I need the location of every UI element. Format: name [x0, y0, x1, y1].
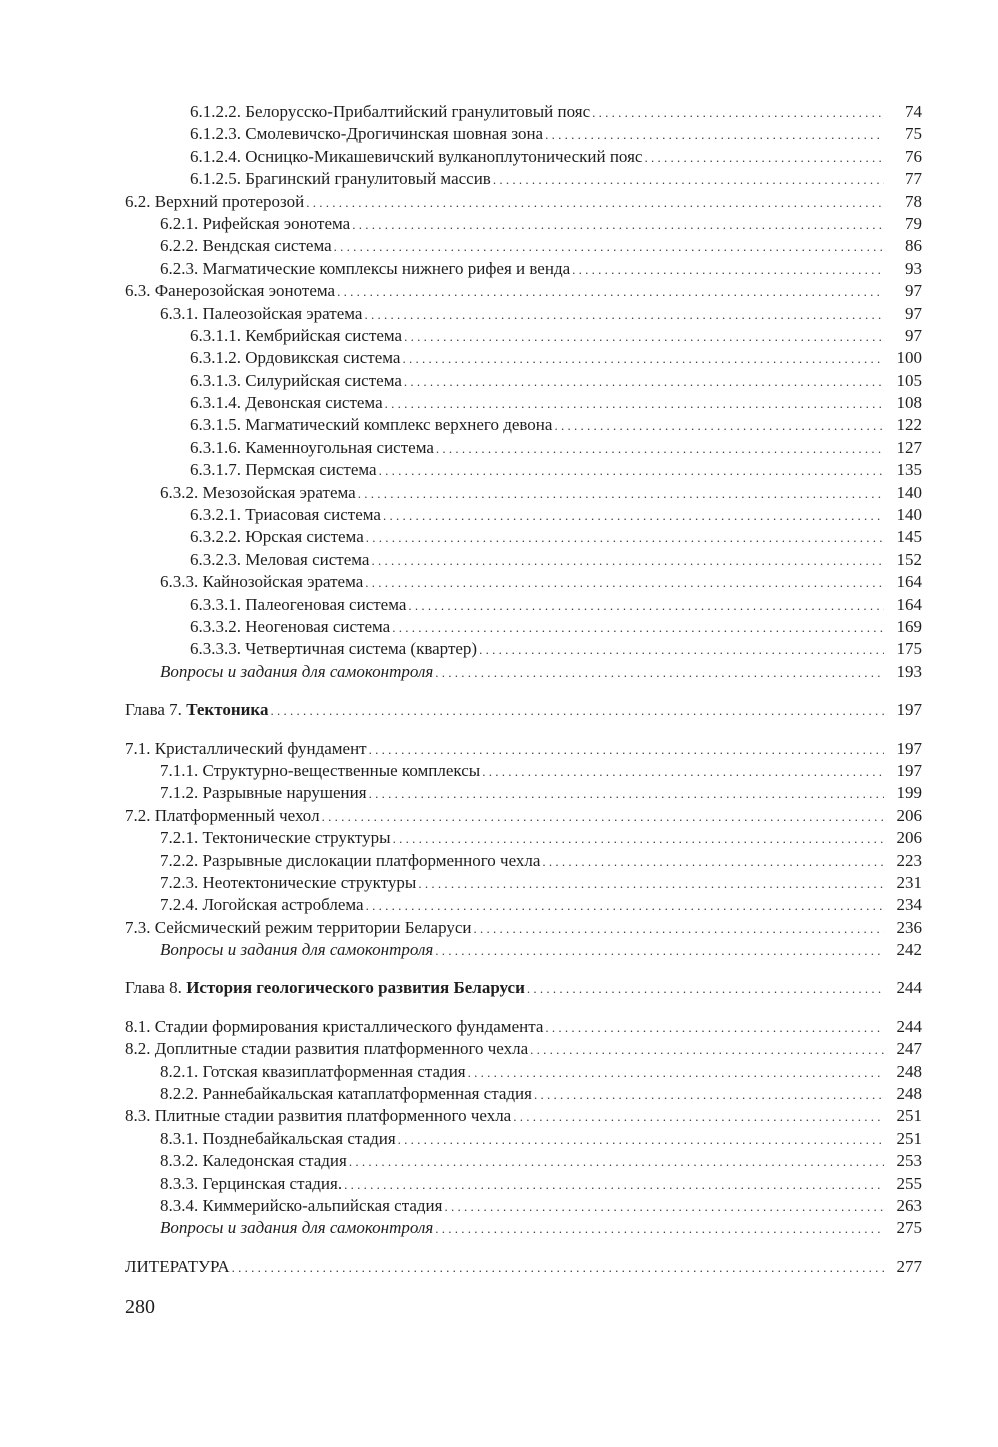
- toc-entry-number: 6.1.2.5.: [190, 169, 241, 189]
- toc-entry: [125, 782, 922, 804]
- dot-leader: [644, 147, 884, 169]
- toc-entry-title: [160, 850, 540, 872]
- toc-entry-heading: Девонская система: [245, 393, 383, 413]
- toc-entry: [125, 549, 922, 571]
- toc-entry-heading: История геологического развития Беларуси: [186, 978, 525, 998]
- toc-entry-heading: Платформенный чехол: [154, 805, 320, 825]
- toc-entry: [125, 738, 922, 760]
- toc-entry: [125, 594, 922, 616]
- toc-entry: [125, 1128, 922, 1150]
- toc-entry-title: [160, 235, 332, 257]
- toc-entry-page: 105: [896, 370, 922, 390]
- dot-leader: [366, 895, 884, 917]
- dot-leader: [592, 102, 884, 124]
- toc-entry: [125, 571, 922, 593]
- toc-entry: [125, 168, 922, 190]
- toc-entry: [125, 504, 922, 526]
- toc-entry-title: [160, 872, 416, 894]
- toc-entry-number: Глава 8.: [125, 978, 182, 998]
- toc-entry-page: 251: [896, 1128, 922, 1148]
- toc-entry-page: 253: [896, 1151, 922, 1171]
- toc-entry-heading: Тектоника: [186, 700, 269, 720]
- toc-entry-page: 164: [896, 594, 922, 614]
- toc-entry-number: 8.2.2.: [160, 1084, 199, 1104]
- toc-entry-page: 275: [896, 1218, 922, 1238]
- toc-entry-title: [160, 1150, 347, 1172]
- toc-entry-heading: Белорусско-Прибалтийский гранулитовый пояс: [245, 102, 591, 121]
- toc-entry-title: [190, 347, 400, 369]
- toc-entry-page: 135: [896, 460, 922, 480]
- dot-leader: [572, 259, 884, 281]
- toc-entry-heading: Магматические комплексы нижнего рифея и венда: [202, 258, 571, 278]
- toc-entry: [125, 805, 922, 827]
- toc-entry: [125, 482, 922, 504]
- toc-entry-page: 169: [896, 616, 922, 636]
- toc-entry-number: 6.3.2.1.: [190, 505, 241, 525]
- toc-entry-number: 6.2.3.: [160, 258, 199, 278]
- toc-entry-title: [125, 1105, 511, 1127]
- toc-entry: [125, 123, 922, 145]
- toc-entry-title: [190, 325, 402, 347]
- toc-entry-heading: Триасовая система: [245, 505, 381, 525]
- toc-entry: [125, 303, 922, 325]
- toc-entry-page: 164: [896, 572, 922, 592]
- toc-entry-page: 231: [896, 872, 922, 892]
- toc-entry-number: 6.3.1.2.: [190, 348, 241, 368]
- toc-entry-number: 7.2.4.: [160, 895, 199, 915]
- toc-entry-number: 6.3.1.6.: [190, 437, 241, 457]
- dot-leader: [385, 393, 884, 415]
- dot-leader: [468, 1062, 884, 1084]
- toc-entry: [125, 939, 922, 961]
- toc-entry-page: 79: [905, 213, 922, 233]
- dot-leader: [418, 873, 884, 895]
- toc-entry: [125, 1195, 922, 1217]
- toc-entry-number: 6.1.2.4.: [190, 146, 241, 166]
- toc-entry-number: 6.3.2.: [160, 482, 199, 502]
- toc-entry: [125, 101, 922, 123]
- toc-entry-number: 7.3.: [125, 917, 151, 937]
- toc-entry-page: 140: [896, 505, 922, 525]
- toc-entry-number: 7.1.2.: [160, 783, 199, 803]
- toc-entry-heading: Вопросы и задания для самоконтроля: [160, 661, 434, 681]
- toc-entry-number: 8.3.3.: [160, 1173, 199, 1193]
- dot-leader: [369, 739, 884, 761]
- toc-entry-heading: Верхний протерозой: [154, 191, 305, 211]
- toc-entry-number: 7.2.3.: [160, 872, 199, 892]
- toc-entry: [125, 1038, 922, 1060]
- toc-entry-page: 97: [905, 303, 922, 323]
- toc-entry: [125, 213, 922, 235]
- toc-entry-number: 6.3.1.3.: [190, 370, 241, 390]
- toc-entry-title: [190, 101, 590, 123]
- toc-entry-title: [125, 805, 320, 827]
- toc-entry: [125, 638, 922, 660]
- toc-entry-title: [160, 1128, 396, 1150]
- toc-entry-page: 127: [896, 437, 922, 457]
- dot-leader: [366, 527, 884, 549]
- toc-entry-page: 74: [905, 102, 922, 121]
- toc-entry: [125, 459, 922, 481]
- toc-entry-heading: Доплитные стадии развития платформенного чехла: [154, 1039, 529, 1059]
- toc-entry-page: 97: [905, 281, 922, 301]
- toc-entry: [125, 872, 922, 894]
- toc-entry-title: [160, 303, 362, 325]
- toc-entry-page: 197: [896, 760, 922, 780]
- toc-entry-heading: Кристаллический фундамент: [154, 738, 367, 758]
- toc-entry-heading: Разрывные нарушения: [202, 783, 367, 803]
- toc-entry-title: [125, 1256, 230, 1278]
- toc-entry: [125, 191, 922, 213]
- toc-entry-title: [190, 549, 369, 571]
- dot-leader: [404, 371, 884, 393]
- toc-entry-heading: Смолевичско-Дрогичинская шовная зона: [245, 124, 544, 144]
- toc-entry-heading: Ордовикская система: [245, 348, 401, 368]
- toc-entry-page: 93: [905, 258, 922, 278]
- toc-entry-title: [125, 738, 367, 760]
- toc-entry-page: 86: [905, 236, 922, 256]
- toc-entry-heading: Позднебайкальская стадия: [202, 1128, 396, 1148]
- toc-entry-title: [190, 414, 552, 436]
- toc-entry-heading: Фанерозойская эонотема: [154, 281, 336, 301]
- toc-entry-page: 75: [905, 124, 922, 144]
- dot-leader: [530, 1039, 884, 1061]
- page-number: 280: [125, 1296, 155, 1318]
- dot-leader: [545, 1017, 884, 1039]
- toc-entry: [125, 1256, 922, 1278]
- toc-entry-page: 122: [896, 415, 922, 435]
- toc-entry: [125, 392, 922, 414]
- toc-entry: [125, 526, 922, 548]
- dot-leader: [542, 851, 884, 873]
- dot-leader: [435, 940, 884, 962]
- toc-entry-title: [125, 1038, 528, 1060]
- toc-entry-title: [125, 1016, 543, 1038]
- dot-leader: [436, 438, 884, 460]
- toc-entry-heading: Силурийская система: [245, 370, 402, 390]
- dot-leader: [435, 1218, 884, 1240]
- toc-entry: [125, 917, 922, 939]
- toc-entry-heading: Киммерийско-альпийская стадия: [202, 1195, 443, 1215]
- toc-entry-heading: Готская квазиплатформенная стадия: [202, 1061, 466, 1081]
- toc-entry: [125, 1150, 922, 1172]
- toc-entry-heading: Сейсмический режим территории Беларуси: [154, 917, 472, 937]
- dot-leader: [364, 304, 884, 326]
- toc-entry-number: 6.3.3.3.: [190, 639, 241, 659]
- toc-entry: [125, 850, 922, 872]
- toc-entry-number: 8.2.1.: [160, 1061, 199, 1081]
- toc-entry-page: 199: [896, 783, 922, 803]
- toc-entry-title: [125, 977, 525, 999]
- dot-leader: [402, 348, 884, 370]
- toc-entry-heading: Стадии формирования кристаллического фундамента: [154, 1016, 544, 1036]
- toc-entry-title: [190, 638, 477, 660]
- toc-entry-heading: Палеозойская эратема: [202, 303, 363, 323]
- toc-entry-title: [160, 482, 356, 504]
- toc-entry-page: 277: [896, 1256, 922, 1276]
- toc-entry-heading: Неотектонические структуры: [202, 872, 417, 892]
- table-of-contents: [125, 101, 922, 1278]
- toc-entry-heading: Разрывные дислокации платформенного чехла: [202, 850, 541, 870]
- dot-leader: [393, 828, 884, 850]
- dot-leader: [337, 281, 884, 303]
- toc-entry-heading: Магматический комплекс верхнего девона: [245, 415, 553, 435]
- toc-entry-page: 97: [905, 325, 922, 345]
- toc-entry-page: 248: [896, 1061, 922, 1081]
- toc-entry-number: 8.2.: [125, 1039, 151, 1059]
- toc-entry-title: [160, 827, 391, 849]
- toc-entry: [125, 661, 922, 683]
- toc-entry-title: [190, 392, 383, 414]
- toc-entry-page: 152: [896, 549, 922, 569]
- toc-entry: [125, 1173, 922, 1195]
- dot-leader: [352, 214, 884, 236]
- toc-entry-title: [160, 661, 433, 683]
- toc-entry-title: [160, 894, 364, 916]
- toc-entry-page: 248: [896, 1084, 922, 1104]
- toc-entry-title: [160, 939, 433, 961]
- toc-entry-title: [190, 526, 364, 548]
- toc-entry-number: 7.1.1.: [160, 760, 199, 780]
- toc-entry-heading: Кайнозойская эратема: [202, 572, 364, 592]
- toc-entry: [125, 325, 922, 347]
- toc-entry-page: 197: [896, 700, 922, 720]
- dot-leader: [306, 192, 884, 214]
- dot-leader: [404, 326, 884, 348]
- toc-entry-title: [125, 280, 335, 302]
- toc-entry-page: 255: [896, 1173, 922, 1193]
- toc-entry-heading: Вопросы и задания для самоконтроля: [160, 940, 434, 960]
- toc-entry-title: [160, 1217, 433, 1239]
- toc-entry-heading: Юрская система: [245, 527, 364, 547]
- dot-leader: [383, 505, 884, 527]
- toc-entry-number: 8.3.1.: [160, 1128, 199, 1148]
- toc-entry: [125, 1217, 922, 1239]
- toc-entry-title: [160, 1173, 342, 1195]
- toc-entry-page: 251: [896, 1106, 922, 1126]
- toc-entry-heading: Рифейская эонотема: [202, 213, 351, 233]
- toc-entry: [125, 370, 922, 392]
- toc-entry-title: [190, 504, 381, 526]
- toc-entry: [125, 1083, 922, 1105]
- toc-entry-title: [190, 146, 642, 168]
- toc-entry-number: 6.3.: [125, 281, 151, 301]
- toc-entry-page: 244: [896, 1016, 922, 1036]
- toc-entry-page: 77: [905, 169, 922, 189]
- dot-leader: [334, 236, 884, 258]
- toc-entry-page: 193: [896, 661, 922, 681]
- toc-entry-number: 6.2.2.: [160, 236, 199, 256]
- toc-entry-number: 8.3.4.: [160, 1195, 199, 1215]
- toc-entry: [125, 616, 922, 638]
- toc-entry: [125, 258, 922, 280]
- toc-entry: [125, 1061, 922, 1083]
- toc-entry: [125, 977, 922, 999]
- toc-entry-number: 6.3.3.: [160, 572, 199, 592]
- toc-entry-title: [190, 616, 390, 638]
- dot-leader: [408, 595, 884, 617]
- toc-entry-heading: Логойская астроблема: [202, 895, 364, 915]
- dot-leader: [444, 1196, 884, 1218]
- toc-entry-heading: Брагинский гранулитовый массив: [245, 169, 491, 189]
- toc-entry: [125, 1016, 922, 1038]
- toc-entry-title: [160, 782, 367, 804]
- toc-entry-page: 242: [896, 940, 922, 960]
- toc-entry: [125, 760, 922, 782]
- toc-entry-heading: Каменноугольная система: [245, 437, 434, 457]
- toc-entry-heading: Структурно-вещественные комплексы: [202, 760, 481, 780]
- dot-leader: [392, 617, 884, 639]
- toc-entry-heading: ЛИТЕРАТУРА: [125, 1256, 230, 1276]
- dot-leader: [527, 978, 884, 1000]
- toc-entry-number: 6.3.1.7.: [190, 460, 241, 480]
- toc-entry-heading: Раннебайкальская катаплатформенная стадия: [202, 1084, 532, 1104]
- toc-entry-number: 6.2.: [125, 191, 151, 211]
- toc-entry: [125, 827, 922, 849]
- dot-leader: [358, 483, 884, 505]
- dot-leader: [270, 700, 884, 722]
- toc-entry-number: 7.1.: [125, 738, 151, 758]
- toc-entry-heading: Вендская система: [202, 236, 332, 256]
- toc-entry-heading: Меловая система: [245, 549, 370, 569]
- toc-entry-title: [160, 1061, 466, 1083]
- toc-entry-page: 206: [896, 805, 922, 825]
- toc-entry-title: [160, 571, 363, 593]
- toc-entry: [125, 414, 922, 436]
- toc-entry: [125, 235, 922, 257]
- toc-entry-page: 236: [896, 917, 922, 937]
- toc-entry: [125, 437, 922, 459]
- toc-entry-heading: Мезозойская эратема: [202, 482, 356, 502]
- toc-entry-page: 108: [896, 393, 922, 413]
- toc-entry-number: 8.1.: [125, 1016, 151, 1036]
- toc-entry-number: 7.2.1.: [160, 828, 199, 848]
- dot-leader: [371, 550, 884, 572]
- toc-entry-heading: Вопросы и задания для самоконтроля: [160, 1218, 434, 1238]
- toc-entry-page: 76: [905, 146, 922, 166]
- toc-entry-number: 6.3.2.3.: [190, 549, 241, 569]
- toc-entry: [125, 280, 922, 302]
- toc-entry-title: [125, 917, 471, 939]
- toc-entry-page: 234: [896, 895, 922, 915]
- toc-entry-number: 6.3.1.: [160, 303, 199, 323]
- dot-leader: [513, 1106, 884, 1128]
- toc-entry-heading: Пермская система: [245, 460, 377, 480]
- toc-entry-number: 6.1.2.3.: [190, 124, 241, 144]
- dot-leader: [344, 1174, 884, 1196]
- toc-entry-heading: Четвертичная система (квартер): [245, 639, 478, 659]
- toc-entry-page: 244: [896, 978, 922, 998]
- toc-entry-title: [190, 459, 377, 481]
- toc-entry: [125, 894, 922, 916]
- toc-entry-page: 78: [905, 191, 922, 211]
- toc-entry-number: 7.2.2.: [160, 850, 199, 870]
- toc-entry-title: [125, 699, 268, 721]
- toc-entry-number: 6.3.1.5.: [190, 415, 241, 435]
- toc-entry-number: Глава 7.: [125, 700, 182, 720]
- toc-entry-title: [190, 168, 491, 190]
- toc-entry-title: [160, 1195, 442, 1217]
- toc-entry-heading: Тектонические структуры: [202, 828, 391, 848]
- dot-leader: [479, 639, 884, 661]
- toc-entry-title: [125, 191, 304, 213]
- dot-leader: [365, 572, 884, 594]
- dot-leader: [398, 1129, 884, 1151]
- toc-entry-title: [190, 123, 543, 145]
- dot-leader: [473, 918, 884, 940]
- toc-entry-title: [160, 1083, 532, 1105]
- toc-entry: [125, 146, 922, 168]
- toc-entry-number: 7.2.: [125, 805, 151, 825]
- toc-entry-heading: Палеогеновая система: [245, 594, 407, 614]
- toc-entry-heading: Кембрийская система: [245, 325, 403, 345]
- toc-entry-number: 6.3.1.4.: [190, 393, 241, 413]
- toc-entry-heading: Неогеновая система: [245, 616, 391, 636]
- toc-entry-title: [160, 213, 350, 235]
- toc-entry: [125, 347, 922, 369]
- toc-entry-heading: Герцинская стадия.: [202, 1173, 343, 1193]
- toc-entry: [125, 699, 922, 721]
- toc-entry-number: 6.3.3.1.: [190, 594, 241, 614]
- dot-leader: [322, 806, 884, 828]
- toc-entry-page: 247: [896, 1039, 922, 1059]
- toc-entry-title: [160, 258, 570, 280]
- toc-entry: [125, 1105, 922, 1127]
- dot-leader: [534, 1084, 884, 1106]
- toc-entry-title: [190, 437, 434, 459]
- toc-entry-page: 197: [896, 738, 922, 758]
- dot-leader: [493, 169, 884, 191]
- toc-entry-page: 145: [896, 527, 922, 547]
- dot-leader: [554, 415, 884, 437]
- toc-entry-number: 8.3.: [125, 1106, 151, 1126]
- toc-entry-title: [190, 370, 402, 392]
- toc-entry-number: 6.3.2.2.: [190, 527, 241, 547]
- toc-entry-heading: Плитные стадии развития платформенного чехла: [154, 1106, 512, 1126]
- dot-leader: [369, 783, 884, 805]
- dot-leader: [232, 1257, 884, 1279]
- toc-entry-heading: Осницко-Микашевичский вулканоплутонический пояс: [245, 146, 643, 166]
- toc-entry-title: [190, 594, 406, 616]
- toc-entry-page: 100: [896, 348, 922, 368]
- toc-entry-page: 223: [896, 850, 922, 870]
- toc-entry-page: 206: [896, 828, 922, 848]
- toc-entry-page: 175: [896, 639, 922, 659]
- dot-leader: [349, 1151, 884, 1173]
- toc-entry-page: 263: [896, 1195, 922, 1215]
- toc-entry-number: 6.3.1.1.: [190, 325, 241, 345]
- dot-leader: [545, 124, 884, 146]
- toc-entry-heading: Каледонская стадия: [202, 1151, 347, 1171]
- dot-leader: [435, 662, 884, 684]
- toc-entry-page: 140: [896, 482, 922, 502]
- toc-entry-title: [160, 760, 480, 782]
- toc-entry-number: 6.3.3.2.: [190, 616, 241, 636]
- toc-entry-number: 6.2.1.: [160, 213, 199, 233]
- dot-leader: [379, 460, 884, 482]
- dot-leader: [482, 761, 884, 783]
- toc-entry-number: 6.1.2.2.: [190, 102, 241, 121]
- toc-entry-number: 8.3.2.: [160, 1151, 199, 1171]
